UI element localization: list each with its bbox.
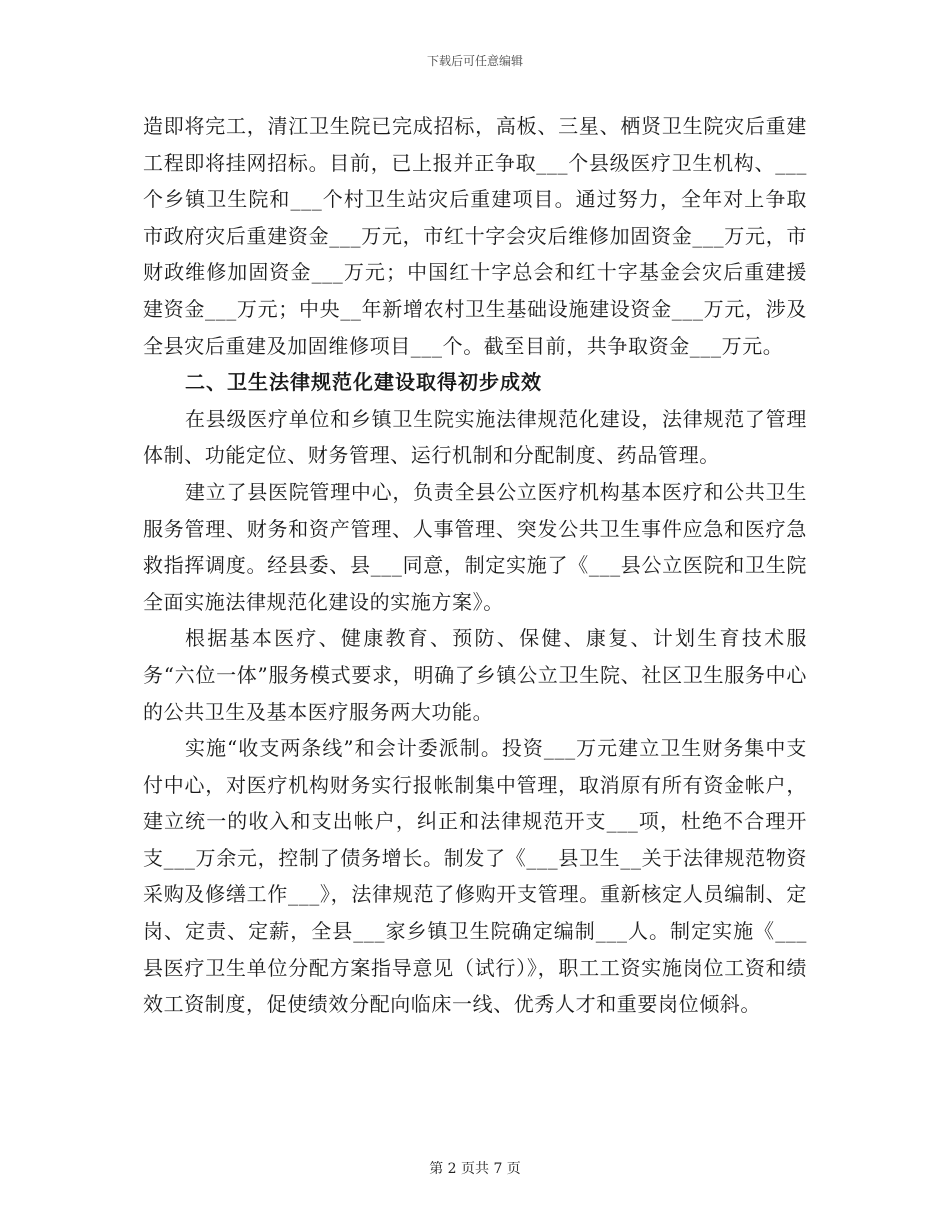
paragraph: 在县级医疗单位和乡镇卫生院实施法律规范化建设，法律规范了管理体制、功能定位、财务管理、运行机制和分配制度、药品管理。 <box>143 406 807 468</box>
document-body <box>143 108 807 1023</box>
paragraph: 实施“收支两条线”和会计委派制。投资___万元建立卫生财务集中支付中心，对医疗机构财务实行报帐制集中管理，取消原有所有资金帐户，建立统一的收入和支出帐户，纠正和法律规范开支___项，杜绝不合理开支___万余元，控制了债务增长。制发了《___县卫生__关于法律规范物资采购及修缮工作___》，法律规范了修购开支管理。重新核定人员编制、定岗、定责、定薪，全县___家乡镇卫生院确定编制___人。制定实施《___县医疗卫生单位分配方案指导意见（试行）》，职工工资实施岗位工资和绩效工资制度，促使绩效分配向临床一线、优秀人才和重要岗位倾斜。 <box>143 736 807 1017</box>
paragraph: 建立了县医院管理中心，负责全县公立医疗机构基本医疗和公共卫生服务管理、财务和资产管理、人事管理、突发公共卫生事件应急和医疗急救指挥调度。经县委、县___同意，制定实施了《___县公立医院和卫生院全面实施法律规范化建设的实施方案》。 <box>143 479 807 614</box>
paragraph: 根据基本医疗、健康教育、预防、保健、康复、计划生育技术服务“六位一体”服务模式要求，明确了乡镇公立卫生院、社区卫生服务中心的公共卫生及基本医疗服务两大功能。 <box>143 626 807 724</box>
page-number: 第 2 页共 7 页 <box>429 1161 521 1177</box>
page-header: 下载后可任意编辑 <box>426 54 523 68</box>
paragraph-continuation: 造即将完工，清江卫生院已完成招标，高板、三星、栖贤卫生院灾后重建工程即将挂网招标。目前，已上报并正争取___个县级医疗卫生机构、___个乡镇卫生院和___个村卫生站灾后重建项目。通过努力，全年对上争取市政府灾后重建资金___万元，市红十字会灾后维修加固资金___万元，市财政维修加固资金___万元；中国红十字总会和红十字基金会灾后重建援建资金___万元；中央__年新增农村卫生基础设施建设资金___万元，涉及全县灾后重建及加固维修项目___个。截至目前，共争取资金___万元。 <box>143 114 807 358</box>
section-heading: 二、卫生法律规范化建设取得初步成效 <box>185 370 542 395</box>
